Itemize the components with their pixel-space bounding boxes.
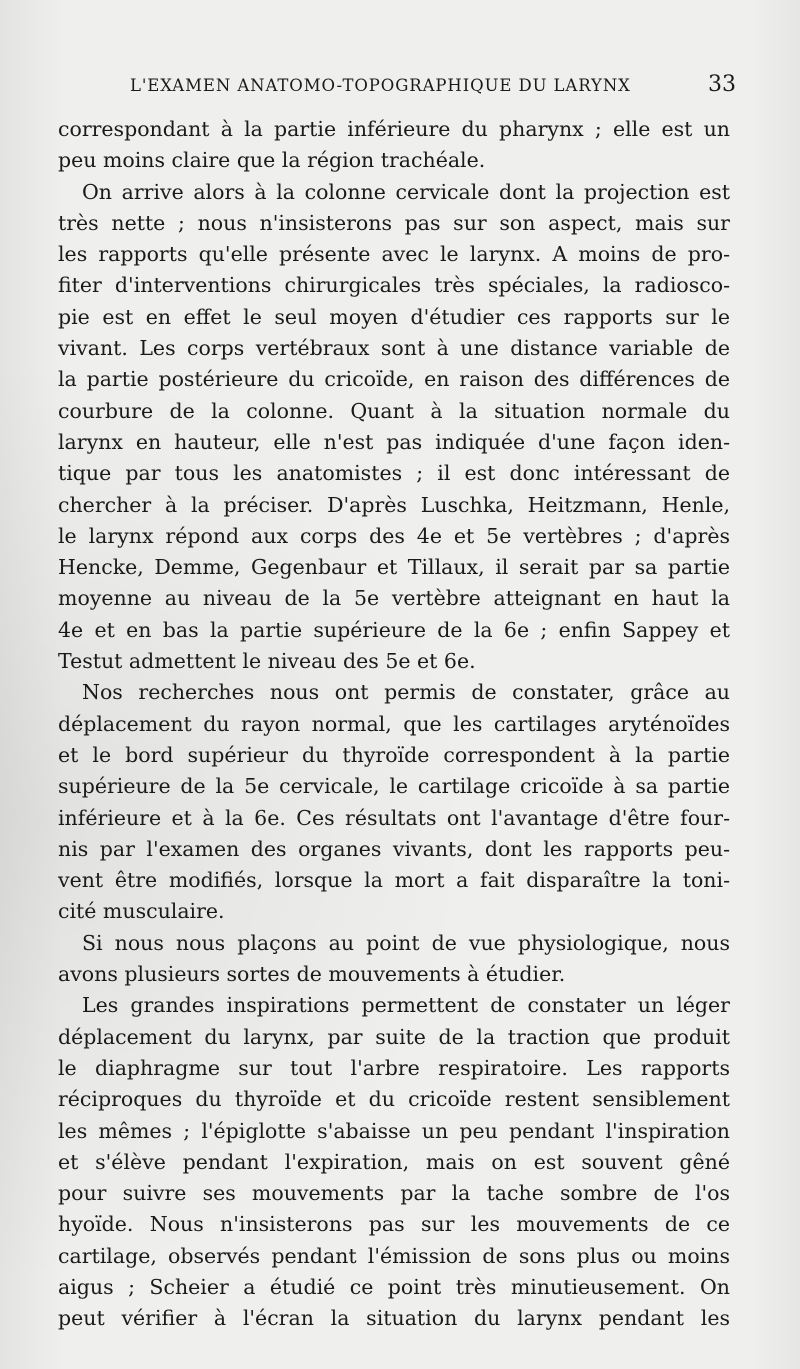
text-line: la partie postérieure du cricoïde, en raison des différences de	[58, 367, 730, 392]
text-line: pie est en effet le seul moyen d'étudier ces rapports sur le	[58, 304, 730, 329]
text-line: supérieure de la 5e cervicale, le cartilage cricoïde à sa partie	[58, 774, 730, 799]
text-line: vivant. Les corps vertébraux sont à une distance variable de	[58, 336, 730, 361]
text-line: les rapports qu'elle présente avec le larynx. A moins de pro-	[58, 242, 730, 267]
text-line: aigus ; Scheier a étudié ce point très minutieusement. On	[58, 1274, 730, 1299]
text-line: déplacement du rayon normal, que les cartilages aryténoïdes	[58, 711, 730, 736]
text-line: courbure de la colonne. Quant à la situation normale du	[58, 398, 730, 423]
text-line: 4e et en bas la partie supérieure de la 6e ; enfin Sappey et	[58, 617, 730, 642]
text-line: tique par tous les anatomistes ; il est donc intéressant de	[58, 461, 730, 486]
text-line: le diaphragme sur tout l'arbre respiratoire. Les rapports	[58, 1055, 730, 1080]
text-line: peut vérifier à l'écran la situation du larynx pendant les	[58, 1306, 730, 1331]
text-line: cité musculaire.	[58, 899, 225, 924]
text-line: hyoïde. Nous n'insisterons pas sur les mouvements de ce	[58, 1212, 730, 1237]
text-line: cartilage, observés pendant l'émission de sons plus ou moins	[58, 1243, 730, 1268]
text-line: Les grandes inspirations permettent de constater un léger	[82, 993, 730, 1018]
text-line: nis par l'examen des organes vivants, dont les rapports peu-	[58, 836, 730, 861]
running-title: L'EXAMEN ANATOMO-TOPOGRAPHIQUE DU LARYNX	[130, 76, 631, 95]
text-line: Si nous nous plaçons au point de vue physiologique, nous	[82, 930, 730, 955]
running-head	[130, 66, 736, 106]
text-line: inférieure et à la 6e. Ces résultats ont l'avantage d'être four-	[58, 805, 730, 830]
text-line: avons plusieurs sortes de mouvements à étudier.	[58, 962, 566, 987]
text-line: et le bord supérieur du thyroïde correspondent à la partie	[58, 742, 730, 767]
text-line: larynx en hauteur, elle n'est pas indiquée d'une façon iden-	[58, 429, 730, 454]
text-line: vent être modifiés, lorsque la mort a fait disparaître la toni-	[58, 868, 730, 893]
text-line: très nette ; nous n'insisterons pas sur son aspect, mais sur	[58, 210, 730, 235]
text-line: correspondant à la partie inférieure du pharynx ; elle est un	[58, 117, 730, 141]
text-line: Hencke, Demme, Gegenbaur et Tillaux, il serait par sa partie	[58, 555, 730, 580]
text-line: fiter d'interventions chirurgicales très spéciales, la radiosco-	[58, 273, 730, 298]
page-number: 33	[708, 72, 736, 97]
text-line: les mêmes ; l'épiglotte s'abaisse un peu pendant l'inspiration	[58, 1118, 730, 1143]
body-text	[58, 114, 730, 1335]
text-line: Nos recherches nous ont permis de constater, grâce au	[82, 680, 730, 705]
text-line: réciproques du thyroïde et du cricoïde restent sensiblement	[58, 1087, 730, 1112]
text-line: On arrive alors à la colonne cervicale dont la projection est	[82, 179, 730, 204]
text-line: Testut admettent le niveau des 5e et 6e.	[58, 649, 476, 674]
text-line: le larynx répond aux corps des 4e et 5e vertèbres ; d'après	[58, 523, 730, 548]
text-line: pour suivre ses mouvements par la tache sombre de l'os	[58, 1181, 730, 1206]
text-line: moyenne au niveau de la 5e vertèbre atteignant en haut la	[58, 586, 730, 611]
text-line: et s'élève pendant l'expiration, mais on est souvent gêné	[58, 1149, 730, 1174]
text-line: chercher à la préciser. D'après Luschka, Heitzmann, Henle,	[58, 492, 730, 517]
text-line: peu moins claire que la région trachéale.	[58, 148, 486, 173]
text-line: déplacement du larynx, par suite de la traction que produit	[58, 1024, 730, 1049]
